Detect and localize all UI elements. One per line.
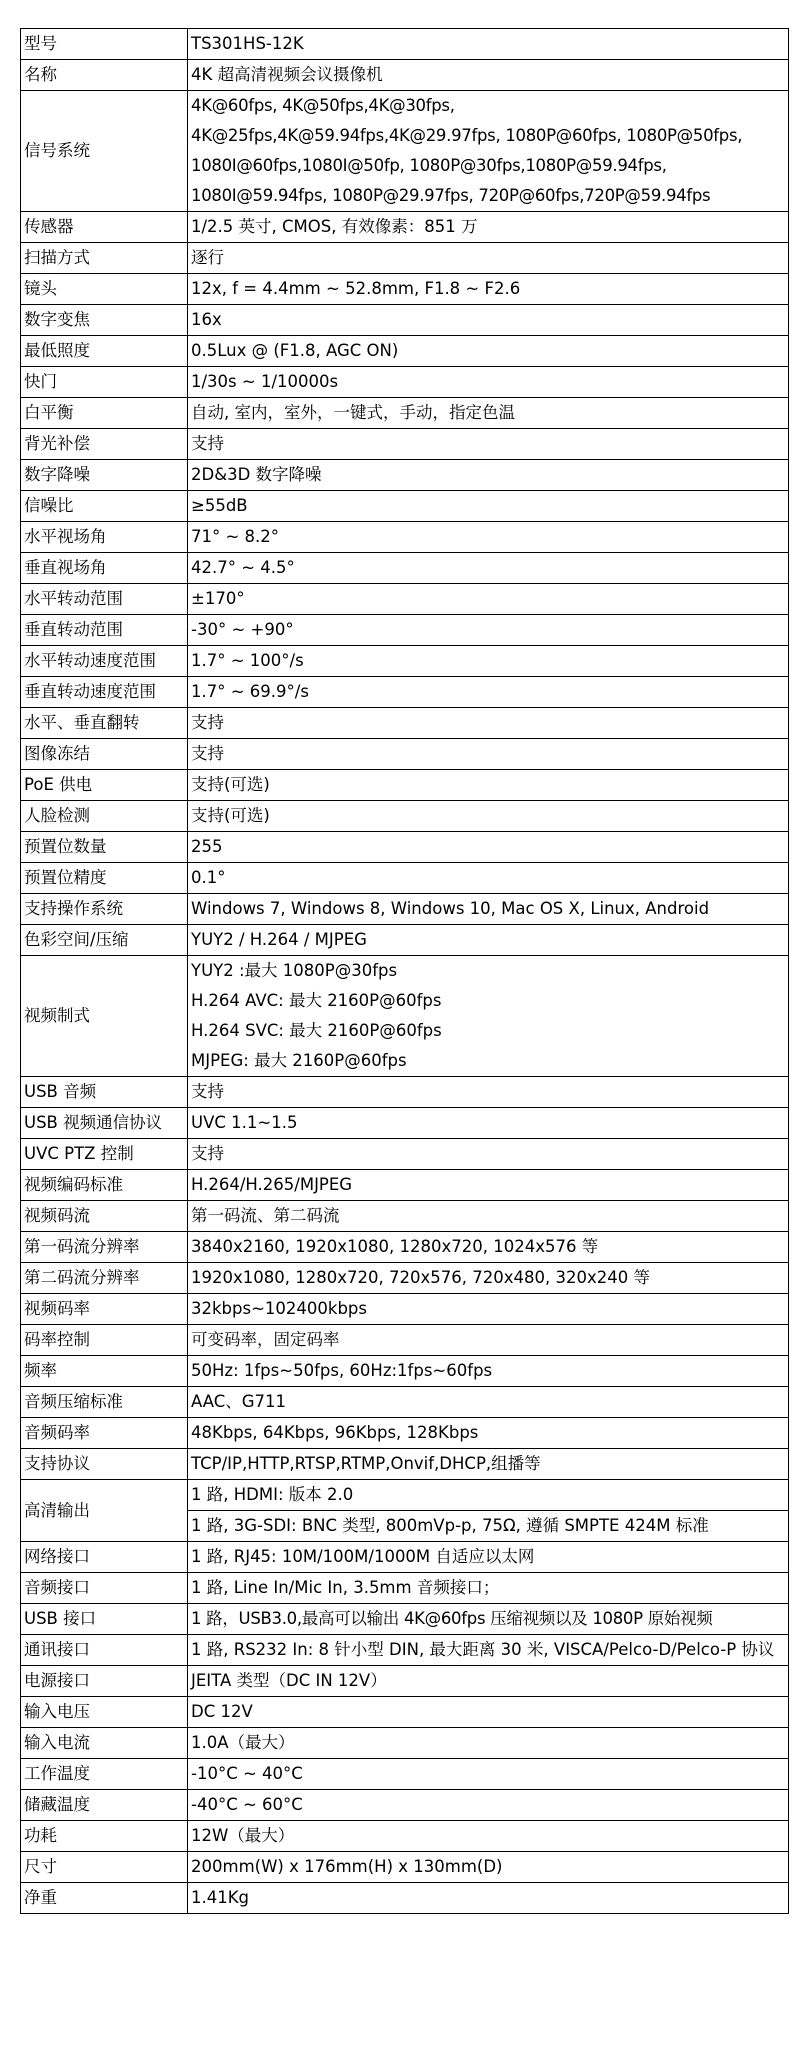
spec-value xyxy=(188,677,789,708)
spec-value xyxy=(188,1790,789,1821)
spec-value xyxy=(188,212,789,243)
spec-row xyxy=(21,1759,789,1790)
spec-row xyxy=(21,491,789,522)
spec-value xyxy=(188,398,789,429)
spec-row xyxy=(21,460,789,491)
spec-label: 第一码流分辨率 xyxy=(21,1232,188,1263)
spec-value xyxy=(188,801,789,832)
spec-label: 第二码流分辨率 xyxy=(21,1263,188,1294)
spec-row xyxy=(21,1294,789,1325)
spec-value xyxy=(188,1387,789,1418)
spec-label: 视频编码标准 xyxy=(21,1170,188,1201)
spec-row xyxy=(21,1821,789,1852)
spec-row xyxy=(21,1418,789,1449)
spec-value xyxy=(188,305,789,336)
spec-value-line: 支持 xyxy=(191,713,224,732)
spec-value-line: DC 12V xyxy=(191,1702,253,1721)
spec-value-line: 200mm(W) x 176mm(H) x 130mm(D) xyxy=(191,1857,503,1876)
spec-value-line: Windows 7, Windows 8, Windows 10, Mac OS X, Linux, Android xyxy=(191,899,710,918)
spec-value xyxy=(188,243,789,274)
spec-label: 频率 xyxy=(21,1356,188,1387)
spec-label: 通讯接口 xyxy=(21,1635,188,1666)
spec-value xyxy=(188,1759,789,1790)
spec-value-line: 16x xyxy=(191,310,222,329)
spec-label: 水平转动速度范围 xyxy=(21,646,188,677)
spec-row xyxy=(21,1139,789,1170)
spec-value xyxy=(188,832,789,863)
spec-value-line: H.264 AVC: 最大 2160P@60fps xyxy=(191,991,442,1010)
spec-label: 快门 xyxy=(21,367,188,398)
spec-label: 工作温度 xyxy=(21,1759,188,1790)
spec-value-line: 1 路，USB3.0,最高可以输出 4K@60fps 压缩视频以及 1080P 原始视频 xyxy=(191,1609,713,1628)
spec-label: 网络接口 xyxy=(21,1542,188,1573)
spec-value xyxy=(188,739,789,770)
spec-value xyxy=(188,1883,789,1914)
spec-label: 信号系统 xyxy=(21,91,188,212)
spec-label: 预置位数量 xyxy=(21,832,188,863)
spec-label: 信噪比 xyxy=(21,491,188,522)
spec-value-line: 逐行 xyxy=(191,248,224,267)
spec-row xyxy=(21,1325,789,1356)
spec-value xyxy=(188,1449,789,1480)
spec-row xyxy=(21,212,789,243)
spec-row xyxy=(21,1573,789,1604)
spec-row xyxy=(21,1449,789,1480)
spec-row xyxy=(21,1697,789,1728)
spec-row xyxy=(21,553,789,584)
spec-value xyxy=(188,29,789,60)
spec-label: 传感器 xyxy=(21,212,188,243)
spec-row xyxy=(21,1604,789,1635)
spec-value-line: 1 路, 3G-SDI: BNC 类型, 800mVp-p, 75Ω, 遵循 SMPTE 424M 标准 xyxy=(188,1511,789,1542)
spec-label: 音频码率 xyxy=(21,1418,188,1449)
spec-value-line: 第一码流、第二码流 xyxy=(191,1206,340,1225)
spec-value-line: 支持 xyxy=(191,434,224,453)
spec-value xyxy=(188,894,789,925)
spec-value-line: 自动, 室内，室外，一键式，手动，指定色温 xyxy=(191,403,515,422)
spec-value xyxy=(188,1418,789,1449)
spec-row xyxy=(21,1852,789,1883)
spec-row xyxy=(21,863,789,894)
spec-label: 音频压缩标准 xyxy=(21,1387,188,1418)
spec-label: 视频码流 xyxy=(21,1201,188,1232)
spec-row xyxy=(21,1387,789,1418)
spec-row xyxy=(21,60,789,91)
spec-table xyxy=(20,28,789,1914)
spec-value-line: YUY2 :最大 1080P@30fps xyxy=(191,961,398,980)
spec-label: 图像冻结 xyxy=(21,739,188,770)
spec-label: 垂直视场角 xyxy=(21,553,188,584)
spec-value-line: 1.0A（最大） xyxy=(191,1733,295,1752)
spec-value-line: 可变码率，固定码率 xyxy=(191,1330,340,1349)
spec-value xyxy=(188,460,789,491)
spec-value-line: 42.7° ~ 4.5° xyxy=(191,558,295,577)
spec-value xyxy=(188,1325,789,1356)
spec-row xyxy=(21,367,789,398)
spec-value-line: 4K 超高清视频会议摄像机 xyxy=(191,65,383,84)
spec-value-line: 1.7° ~ 100°/s xyxy=(191,651,304,670)
spec-label: 背光补偿 xyxy=(21,429,188,460)
spec-value-line: 1/2.5 英寸, CMOS, 有效像素：851 万 xyxy=(191,217,478,236)
spec-value-line: 48Kbps, 64Kbps, 96Kbps, 128Kbps xyxy=(191,1423,479,1442)
spec-row xyxy=(21,1480,789,1511)
spec-value xyxy=(188,367,789,398)
spec-row xyxy=(21,584,789,615)
spec-value-line: 1.41Kg xyxy=(191,1888,250,1907)
spec-label: 数字变焦 xyxy=(21,305,188,336)
spec-value xyxy=(188,1821,789,1852)
spec-row xyxy=(21,398,789,429)
spec-row xyxy=(21,1201,789,1232)
spec-value-line: ±170° xyxy=(191,589,245,608)
spec-label: 电源接口 xyxy=(21,1666,188,1697)
spec-value-line: TCP/IP,HTTP,RTSP,RTMP,Onvif,DHCP,组播等 xyxy=(191,1454,541,1473)
spec-row xyxy=(21,677,789,708)
spec-row xyxy=(21,925,789,956)
spec-value xyxy=(188,60,789,91)
spec-label: 型号 xyxy=(21,29,188,60)
spec-value xyxy=(188,1108,789,1139)
spec-value xyxy=(188,1294,789,1325)
spec-value-line: 4K@60fps, 4K@50fps,4K@30fps, xyxy=(191,96,455,115)
spec-value-line: 支持 xyxy=(191,744,224,763)
spec-value-line: 支持 xyxy=(191,1082,224,1101)
spec-row xyxy=(21,1635,789,1666)
spec-label: 人脸检测 xyxy=(21,801,188,832)
spec-label: USB 视频通信协议 xyxy=(21,1108,188,1139)
spec-label: 垂直转动范围 xyxy=(21,615,188,646)
spec-row xyxy=(21,615,789,646)
spec-label: 尺寸 xyxy=(21,1852,188,1883)
spec-value-line: TS301HS-12K xyxy=(191,34,304,53)
spec-label: 预置位精度 xyxy=(21,863,188,894)
spec-value xyxy=(188,1852,789,1883)
spec-value-line: 2D&3D 数字降噪 xyxy=(191,465,322,484)
spec-label: 扫描方式 xyxy=(21,243,188,274)
spec-value-line: 1 路, RS232 In: 8 针小型 DIN, 最大距离 30 米, VISCA/Pelco-D/Pelco-P 协议 xyxy=(191,1640,775,1659)
spec-value xyxy=(188,925,789,956)
spec-label: 音频接口 xyxy=(21,1573,188,1604)
spec-value xyxy=(188,553,789,584)
spec-value-line: 32kbps~102400kbps xyxy=(191,1299,368,1318)
spec-value xyxy=(188,429,789,460)
spec-label: 水平、垂直翻转 xyxy=(21,708,188,739)
spec-label: 水平转动范围 xyxy=(21,584,188,615)
spec-value-line: 255 xyxy=(191,837,223,856)
spec-label: 输入电压 xyxy=(21,1697,188,1728)
spec-value xyxy=(188,956,789,1077)
spec-value xyxy=(188,491,789,522)
spec-value-line: JEITA 类型（DC IN 12V） xyxy=(191,1671,387,1690)
spec-value xyxy=(188,1077,789,1108)
spec-label: 镜头 xyxy=(21,274,188,305)
spec-row xyxy=(21,29,789,60)
spec-value xyxy=(188,91,789,212)
spec-value-line: 3840x2160, 1920x1080, 1280x720, 1024x576 等 xyxy=(191,1237,599,1256)
spec-value xyxy=(188,863,789,894)
spec-value xyxy=(188,1232,789,1263)
spec-label: 输入电流 xyxy=(21,1728,188,1759)
spec-label: 功耗 xyxy=(21,1821,188,1852)
spec-row xyxy=(21,1666,789,1697)
spec-value xyxy=(188,646,789,677)
spec-value xyxy=(188,1666,789,1697)
spec-label: 色彩空间/压缩 xyxy=(21,925,188,956)
spec-value xyxy=(188,1697,789,1728)
spec-label: 码率控制 xyxy=(21,1325,188,1356)
spec-value xyxy=(188,1263,789,1294)
spec-value xyxy=(188,1201,789,1232)
spec-label: 名称 xyxy=(21,60,188,91)
spec-value xyxy=(188,615,789,646)
spec-row xyxy=(21,1356,789,1387)
spec-value xyxy=(188,1542,789,1573)
spec-row xyxy=(21,832,789,863)
spec-label: 高清输出 xyxy=(21,1480,188,1542)
spec-label: 储藏温度 xyxy=(21,1790,188,1821)
spec-value-line: 1 路, HDMI: 版本 2.0 xyxy=(188,1480,789,1511)
spec-label: 水平视场角 xyxy=(21,522,188,553)
spec-row xyxy=(21,1077,789,1108)
spec-value-line: 支持(可选) xyxy=(191,806,270,825)
spec-row xyxy=(21,708,789,739)
spec-row xyxy=(21,336,789,367)
spec-row xyxy=(21,274,789,305)
spec-value xyxy=(188,1635,789,1666)
spec-value-line: 12W（最大） xyxy=(191,1826,295,1845)
spec-row xyxy=(21,522,789,553)
spec-value-line: 1.7° ~ 69.9°/s xyxy=(191,682,309,701)
spec-value-line: 1080I@60fps,1080I@50fp, 1080P@30fps,1080P@59.94fps, xyxy=(191,156,667,175)
spec-label: 视频制式 xyxy=(21,956,188,1077)
spec-value xyxy=(188,584,789,615)
spec-label: 净重 xyxy=(21,1883,188,1914)
spec-value-line: 支持(可选) xyxy=(191,775,270,794)
spec-value-line: 1920x1080, 1280x720, 720x576, 720x480, 320x240 等 xyxy=(191,1268,650,1287)
spec-row xyxy=(21,1108,789,1139)
spec-row xyxy=(21,801,789,832)
spec-value xyxy=(188,1170,789,1201)
spec-value-line: 1/30s ~ 1/10000s xyxy=(191,372,339,391)
spec-label: 最低照度 xyxy=(21,336,188,367)
spec-value-line: 0.1° xyxy=(191,868,226,887)
spec-row xyxy=(21,243,789,274)
spec-label: 垂直转动速度范围 xyxy=(21,677,188,708)
spec-value-line: 1 路, RJ45: 10M/100M/1000M 自适应以太网 xyxy=(191,1547,535,1566)
spec-value-line: 71° ~ 8.2° xyxy=(191,527,280,546)
spec-value xyxy=(188,770,789,801)
spec-value xyxy=(188,522,789,553)
spec-value-line: -30° ~ +90° xyxy=(191,620,294,639)
spec-value xyxy=(188,1604,789,1635)
spec-value-line: 4K@25fps,4K@59.94fps,4K@29.97fps, 1080P@60fps, 1080P@50fps, xyxy=(191,126,743,145)
spec-label: 支持操作系统 xyxy=(21,894,188,925)
spec-row xyxy=(21,1883,789,1914)
spec-row xyxy=(21,894,789,925)
spec-value-line: 1 路, Line In/Mic In, 3.5mm 音频接口； xyxy=(191,1578,500,1597)
spec-label: UVC PTZ 控制 xyxy=(21,1139,188,1170)
spec-value xyxy=(188,274,789,305)
spec-label: 支持协议 xyxy=(21,1449,188,1480)
spec-value xyxy=(188,1139,789,1170)
spec-row xyxy=(21,305,789,336)
spec-value-line: 50Hz: 1fps~50fps, 60Hz:1fps~60fps xyxy=(191,1361,493,1380)
spec-row xyxy=(21,1232,789,1263)
spec-value xyxy=(188,1573,789,1604)
spec-value xyxy=(188,1356,789,1387)
spec-row xyxy=(21,1790,789,1821)
spec-label: USB 接口 xyxy=(21,1604,188,1635)
spec-row xyxy=(21,429,789,460)
spec-row xyxy=(21,956,789,1077)
spec-label: USB 音频 xyxy=(21,1077,188,1108)
spec-value-line: H.264 SVC: 最大 2160P@60fps xyxy=(191,1021,442,1040)
spec-table-body xyxy=(21,29,789,1914)
spec-value-line: UVC 1.1~1.5 xyxy=(191,1113,298,1132)
spec-value-line: H.264/H.265/MJPEG xyxy=(191,1175,353,1194)
spec-row xyxy=(21,1263,789,1294)
spec-value xyxy=(188,1728,789,1759)
spec-value xyxy=(188,708,789,739)
spec-row xyxy=(21,1728,789,1759)
spec-value-line: 1080I@59.94fps, 1080P@29.97fps, 720P@60fps,720P@59.94fps xyxy=(191,186,711,205)
spec-label: 视频码率 xyxy=(21,1294,188,1325)
spec-value xyxy=(188,336,789,367)
spec-label: PoE 供电 xyxy=(21,770,188,801)
spec-row xyxy=(21,739,789,770)
spec-value-line: MJPEG: 最大 2160P@60fps xyxy=(191,1051,407,1070)
spec-value-line: YUY2 / H.264 / MJPEG xyxy=(191,930,367,949)
spec-value-line: 0.5Lux @ (F1.8, AGC ON) xyxy=(191,341,399,360)
spec-value-line: ≥55dB xyxy=(191,496,248,515)
spec-value-line: AAC、G711 xyxy=(191,1392,287,1411)
spec-row xyxy=(21,646,789,677)
spec-row xyxy=(21,770,789,801)
spec-value-line: 支持 xyxy=(191,1144,224,1163)
spec-label: 数字降噪 xyxy=(21,460,188,491)
spec-value-line: 12x, f = 4.4mm ~ 52.8mm, F1.8 ~ F2.6 xyxy=(191,279,521,298)
spec-value-line: -40°C ~ 60°C xyxy=(191,1795,303,1814)
spec-label: 白平衡 xyxy=(21,398,188,429)
spec-value-line: -10°C ~ 40°C xyxy=(191,1764,303,1783)
spec-row xyxy=(21,1542,789,1573)
spec-row xyxy=(21,1170,789,1201)
spec-row xyxy=(21,91,789,212)
